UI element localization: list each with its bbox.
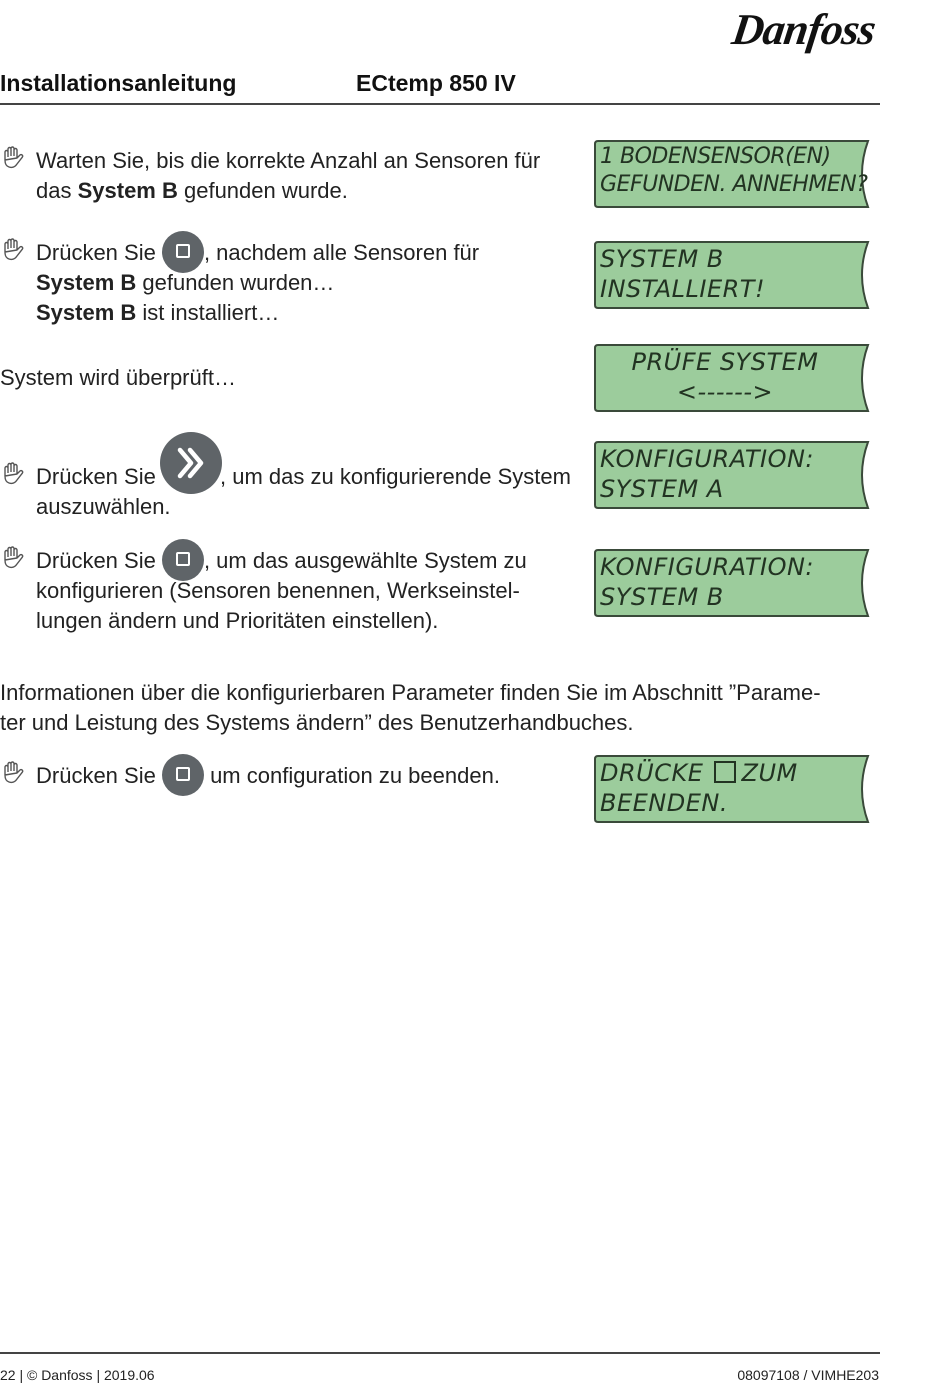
step-5-line-3: lungen ändern und Prioritäten einstellen). [36,608,439,633]
step-5-line-1: Drücken Sie , um das ausgewählte System zu [36,546,527,576]
ok-button-icon [162,539,204,581]
lcd-display-press-to-finish [594,755,870,823]
lcd-line-2: SYSTEM A [600,475,724,503]
lcd-line-1: PRÜFE SYSTEM [631,348,819,376]
hand-icon [2,546,28,570]
step-3-text: System wird überprüft… [0,365,236,390]
step-1-line-1: Warten Sie, bis die korrekte Anzahl an Sensoren für [36,148,541,173]
lcd-line-2: BEENDEN. [600,789,728,817]
lcd-line-2: GEFUNDEN. ANNEHMEN? [600,172,868,197]
info-line-1: Informationen über die konfigurierbaren Parameter finden Sie im Abschnitt ”Parame- [0,680,821,705]
lcd-line-2: <------> [676,378,774,406]
lcd-line-2: INSTALLIERT! [600,275,766,303]
lcd-line-1: SYSTEM B [600,245,724,273]
footer-page-info: 22 | © Danfoss | 2019.06 [0,1367,155,1383]
step-1-line-2: das System B gefunden wurde. [36,178,348,203]
hand-icon [2,462,28,486]
danfoss-logo: Danfoss [729,5,879,54]
step-6-line-1: Drücken Sie um configuration zu beenden. [36,761,500,791]
step-4-line-2: auszuwählen. [36,494,171,519]
step-4-post: , um das zu konfigurierende System [220,464,571,489]
footer-rule [0,1352,880,1354]
lcd-line-1: 1 BODENSENSOR(EN) [600,144,831,169]
header-rule [0,103,880,105]
doc-type-title: Installationsanleitung [0,70,237,96]
lcd-display-config-system-b [594,549,870,617]
lcd-display-sensors-found [594,140,870,208]
lcd-display-system-installed [594,241,870,309]
ok-button-icon [162,754,204,796]
hand-icon [2,761,28,785]
lcd-line-1: KONFIGURATION: [600,445,814,473]
ok-button-icon [162,231,204,273]
lcd-display-checking-system [594,344,870,412]
lcd-display-config-system-a [594,441,870,509]
step-2-line-2: System B gefunden wurden… [36,270,335,295]
step-4-pre: Drücken Sie [36,464,156,489]
lcd-line-2: SYSTEM B [600,583,724,611]
product-title: ECtemp 850 IV [356,70,516,96]
step-2-line-3: System B ist installiert… [36,300,280,325]
ok-square-icon [714,761,736,783]
hand-icon [2,146,28,170]
step-5-line-2: konfigurieren (Sensoren benennen, Werkseinstel- [36,578,520,603]
footer-doc-number: 08097108 / VIMHE203 [737,1367,879,1383]
hand-icon [2,238,28,262]
next-button-icon [160,432,222,494]
step-2-line-1: Drücken Sie , nachdem alle Sensoren für [36,238,479,268]
lcd-line-1: KONFIGURATION: [600,553,814,581]
info-line-2: ter und Leistung des Systems ändern” des Benutzerhandbuches. [0,710,634,735]
lcd-line-1: DRÜCKE ZUM [600,759,798,787]
